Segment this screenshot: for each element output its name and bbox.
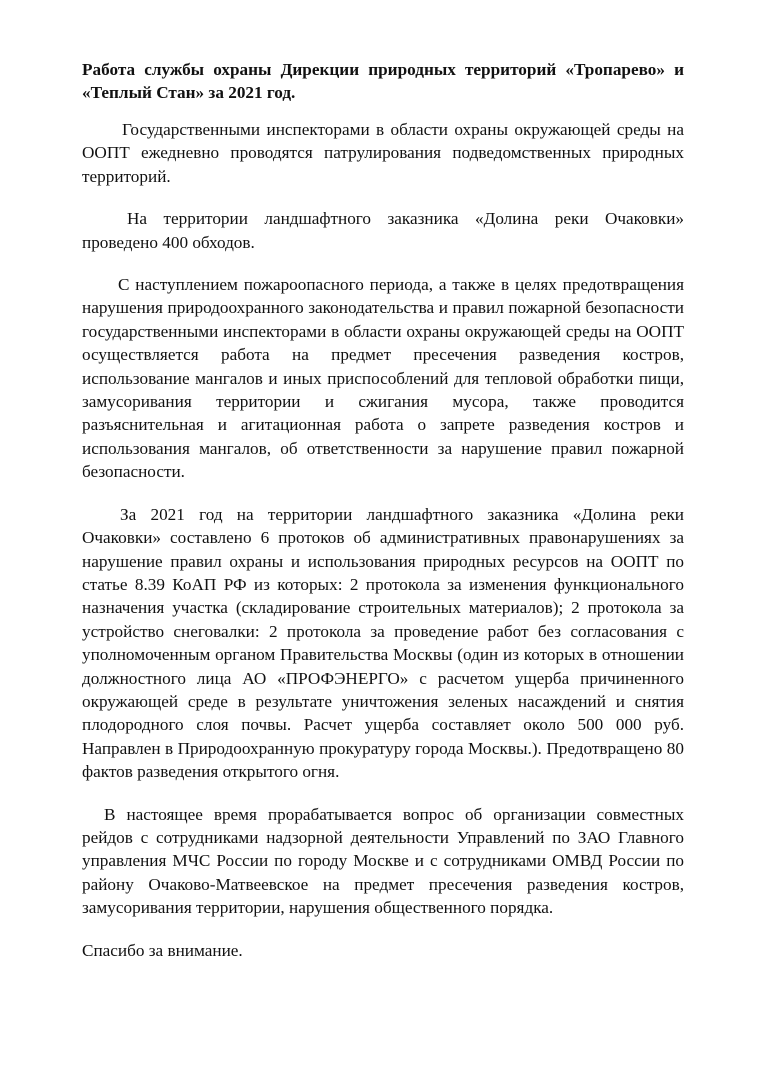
document-title: Работа службы охраны Дирекции природных территорий «Тропарево» и «Теплый Стан» за 2021 год. — [82, 60, 684, 102]
paragraph-protocols: За 2021 год на территории ландшафтного заказника «Долина реки Очаковки» составлено 6 протоков об административных правонарушениях за нарушение правил охраны и использования природных ресурсов на ООПТ по статье 8.39 КоАП РФ из которых: 2 протокола за изменения функционального назначения участка (складирование строительных материалов); 2 протокола за устройство снеговалки: 2 протокола за проведение работ без согласования с уполномоченным органом Правительства Москвы (один из которых в отношении должностного лица АО «ПРОФЭНЕРГО» с расчетом ущерба причиненного окружающей среде в результате уничтожения зеленых насаждений и снятия плодородного слоя почвы. Расчет ущерба составляет около 500 000 руб. Направлен в Природоохранную прокуратуру города Москвы.). Предотвращено 80 фактов разведения открытого огня. — [82, 504, 684, 782]
paragraph-joint-raids: В настоящее время прорабатывается вопрос об организации совместных рейдов с сотрудниками надзорной деятельности Управлений по ЗАО Главного управления МЧС России по городу Москве и с сотрудниками ОМВД России по району Очаково-Матвеевское на предмет пресечения разведения костров, замусоривания территории, нарушения общественного порядка. — [82, 804, 684, 918]
paragraph-fire-season: С наступлением пожароопасного периода, а также в целях предотвращения нарушения природоохранного законодательства и правил пожарной безопасности государственными инспекторами в области охраны окружающей среды на ООПТ осуществляется работа на предмет пресечения разведения костров, использование мангалов и иных приспособлений для тепловой обработки пищи, замусоривания территории и сжигания мусора, также проводится разъяснительная и агитационная работа о запрете разведения костров и использования мангалов, об ответственности за нарушение правил пожарной безопасности. — [82, 275, 684, 482]
paragraph-patrols: Государственными инспекторами в области охраны окружающей среды на ООПТ ежедневно проводятся патрулирования подведомственных природных территорий. — [82, 120, 684, 186]
closing-line: Спасибо за внимание. — [82, 940, 243, 960]
paragraph-rounds: На территории ландшафтного заказника «Долина реки Очаковки» проведено 400 обходов. — [82, 209, 684, 252]
